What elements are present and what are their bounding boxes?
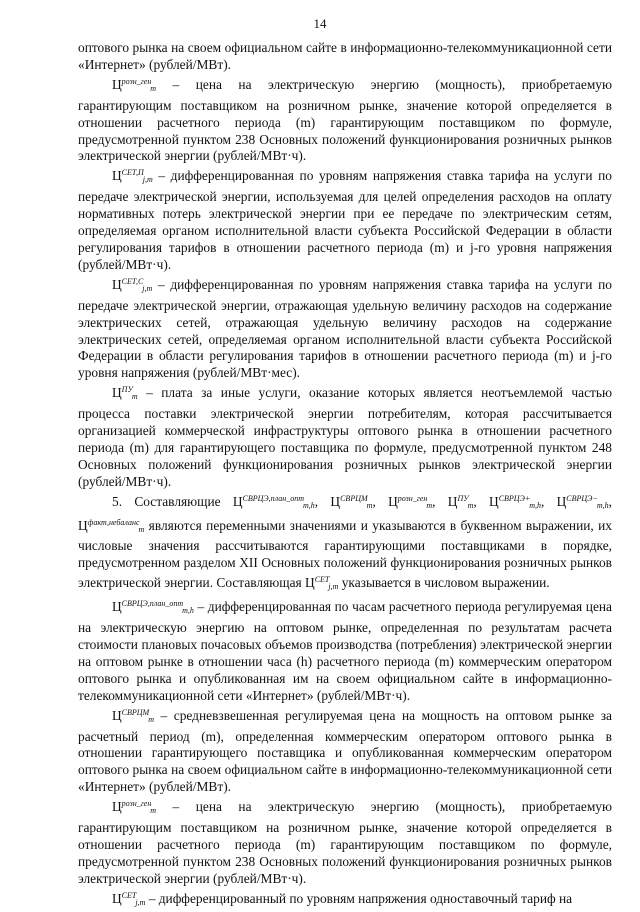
paragraph-text: – дифференцированная по часам расчетного периода регулируемая цена на электрическую энергию на оптовом рынке, определенная по результатам расчета стоимости плановых почасовых объемов производства (потребления) электрической энергии на оптовом рынке в отношении часа (h) расчетного периода (m) коммерческим оператором оптового рынка и опубликованная им на своем официальном сайте в информационно-телекоммуникационной сети «Интернет» (рублей/МВт·ч). <box>78 599 612 703</box>
paragraph-text: указывается в числовом выражении. <box>338 575 550 591</box>
symbol-sub: j,m <box>135 897 146 907</box>
symbol-sub: j,m <box>328 582 339 592</box>
formula-symbol <box>305 575 338 590</box>
symbol-sup: СВРЦМ <box>340 493 368 503</box>
symbol-sub: m,h <box>529 500 541 510</box>
formula-symbol <box>557 494 609 509</box>
formula-symbol <box>112 599 194 614</box>
symbol-sub: m <box>426 500 433 510</box>
symbol-sub: m,h <box>596 500 609 510</box>
symbol-base: Ц <box>556 493 567 509</box>
paragraph <box>78 705 612 797</box>
paragraph-text: – средневзвешенная регулируемая цена на мощность на оптовом рынке за расчетный период (m), определенная коммерческим оператором оптового рынка в отношении гарантирующего поставщика и опубликованная коммерческим оператором оптового рынка на своем официальном сайте в информационно-телекоммуникационной сети «Интернет» (рублей/МВт). <box>78 707 612 795</box>
formula-symbol <box>112 77 156 92</box>
symbol-base: Ц <box>112 890 122 906</box>
paragraph <box>78 165 612 273</box>
symbol-sup: СВРЦЭ− <box>566 493 598 503</box>
symbol-sub: m <box>150 806 157 816</box>
symbol-sub: j,m <box>142 175 153 185</box>
formula-symbol <box>233 494 315 509</box>
paragraph <box>78 40 612 74</box>
document-body <box>78 40 612 912</box>
symbol-sup: розн_ген <box>397 493 428 503</box>
paragraph-text: – дифференцированный по уровням напряжения одноставочный тариф на <box>145 890 573 906</box>
formula-symbol <box>112 891 145 906</box>
paragraph-text: являются переменными значениями и указываются в буквенном выражении, их числовые значения рассчитываются гарантирующими поставщиками в порядке, предусмотренном разделом XII Основных положений функционирования розничных рынков электрической энергии. Составляющая <box>78 517 612 591</box>
symbol-base: Ц <box>112 76 122 92</box>
symbol-sup: СВРЦЭ,план_опт <box>121 599 184 609</box>
formula-symbol <box>112 799 156 814</box>
symbol-sup: розн_ген <box>121 76 152 86</box>
paragraph-text: – цена на электрическую энергию (мощность), приобретаемую гарантирующим поставщиком на розничном рынке, значение которой определяется в отношении расчетного периода (m) гарантирующим поставщиком по формуле, предусмотренной пунктом 238 Основных положений функционирования розничных рынков электрической энергии (рублей/МВт·ч). <box>78 76 612 164</box>
symbol-base: Ц <box>112 707 122 723</box>
symbol-sup: ПУ <box>121 385 133 395</box>
paragraph-text: – плата за иные услуги, оказание которых является неотъемлемой частью процесса поставки электрической энергии потребителям, которая рассчитывается организацией коммерческой инфраструктуры оптового рынка в отношении расчетного периода (m) для гарантирующего поставщика по формуле, предусмотренной пунктом 248 Основных положений функционирования розничных рынков электрической энергии (рублей/МВт·ч). <box>78 385 612 489</box>
symbol-base: Ц <box>232 493 243 509</box>
symbol-sup: ПУ <box>457 493 469 503</box>
symbol-base: Ц <box>489 493 499 509</box>
formula-symbol <box>448 494 474 509</box>
formula-symbol <box>388 494 432 509</box>
symbol-sub: m <box>138 524 145 534</box>
paragraph <box>78 596 612 704</box>
paragraph <box>78 274 612 382</box>
paragraph <box>78 74 612 166</box>
symbol-sub: m <box>366 500 373 510</box>
formula-symbol <box>112 385 138 400</box>
symbol-sup: СВРЦЭ+ <box>498 493 531 503</box>
paragraph-text: – дифференцированная по уровням напряжения ставка тарифа на услуги по передаче электрической энергии, отражающая удельную величину расходов на содержание электрических сетей, отражающая удельную величину расходов на содержание электрических сетей, определяемая органом исполнительной власти субъекта Российской Федерации в области регулирования тарифов в отношении расчетного периода (m) и j-го уровня напряжения (рублей/МВт·мес). <box>78 276 612 381</box>
symbol-sup: СЕТ <box>121 890 137 900</box>
symbol-sup: СЕТ,П <box>121 168 144 178</box>
symbol-sub: m,h <box>303 500 315 510</box>
symbol-base: Ц <box>112 599 122 615</box>
paragraph-text: – цена на электрическую энергию (мощность), приобретаемую гарантирующим поставщиком на розничном рынке, значение которой определяется в отношении расчетного периода (m) гарантирующим поставщиком по формуле, предусмотренной пунктом 238 Основных положений функционирования розничных рынков электрической энергии (рублей/МВт·ч). <box>78 799 612 886</box>
formula-symbol <box>489 494 541 509</box>
page-number: 14 <box>313 16 327 31</box>
paragraph <box>78 888 612 912</box>
symbol-base: Ц <box>112 385 122 401</box>
symbol-sub: m,h <box>182 606 194 616</box>
symbol-sub: j,m <box>142 283 153 293</box>
symbol-sup: розн_ген <box>121 799 152 809</box>
symbol-base: Ц <box>78 517 88 533</box>
symbol-sup: СЕТ,С <box>121 276 144 286</box>
formula-symbol <box>112 277 152 292</box>
symbol-base: Ц <box>112 168 122 184</box>
paragraph-text: оптового рынка на своем официальном сайте в информационно-телекоммуникационной сети «Интернет» (рублей/МВт). <box>78 40 612 72</box>
paragraph <box>78 796 612 888</box>
symbol-sup: СВРЦМ <box>121 707 150 717</box>
symbol-sup: факт,небаланс <box>87 517 140 527</box>
symbol-base: Ц <box>112 799 122 815</box>
symbol-sub: m <box>467 500 474 510</box>
paragraph-item-5: 5. Составляющие $Ц^{СВРЦЭ,план\_опт}_{m,h}$, $Ц^{СВРЦМ}_m$, $Ц^{розн\_ген}_m$, $Ц^{ПУ}_m$, $Ц^{СВРЦЭ+}_{m,h}$, $Ц^{СВРЦЭ-}_{m,h}$, $Ц^{факт,небаланс}_m$ являются переменными значениями и указываются в буквенном выражении, их числовые значения рассчитываются гарантирующими поставщиками в порядке, предусмотренном разделом XII Основных положений функционирования розничных рынков электрической энергии. Составляющая $Ц^{СЕТ}_{j,m}$ указывается в числовом выражении. <box>78 493 612 592</box>
item-lead: 5. Составляющие <box>112 493 221 509</box>
symbol-base: Ц <box>330 493 341 509</box>
symbol-base: Ц <box>388 493 398 509</box>
formula-symbol <box>112 168 153 183</box>
symbol-sup: СЕТ <box>314 575 330 585</box>
paragraph <box>78 382 612 490</box>
symbol-base: Ц <box>112 276 122 292</box>
formula-symbol <box>330 494 372 509</box>
symbol-sup: СВРЦЭ,план_опт <box>242 493 305 503</box>
symbol-sub: m <box>131 392 138 402</box>
symbol-sub: m <box>150 83 157 93</box>
symbol-sub: m <box>148 714 155 724</box>
symbol-base: Ц <box>447 493 458 509</box>
formula-symbol <box>112 708 154 723</box>
formula-symbol <box>78 518 144 533</box>
paragraph-text: – дифференцированная по уровням напряжения ставка тарифа на услуги по передаче электрической энергии, используемая для целей определения расходов на оплату нормативных потерь электрической энергии при ее передаче по электрическим сетям, определяемая органом исполнительной власти субъекта Российской Федерации в области регулирования тарифов в отношении расчетного периода (m) и j-го уровня напряжения (рублей/МВт·ч). <box>78 168 612 272</box>
symbol-base: Ц <box>305 575 315 591</box>
